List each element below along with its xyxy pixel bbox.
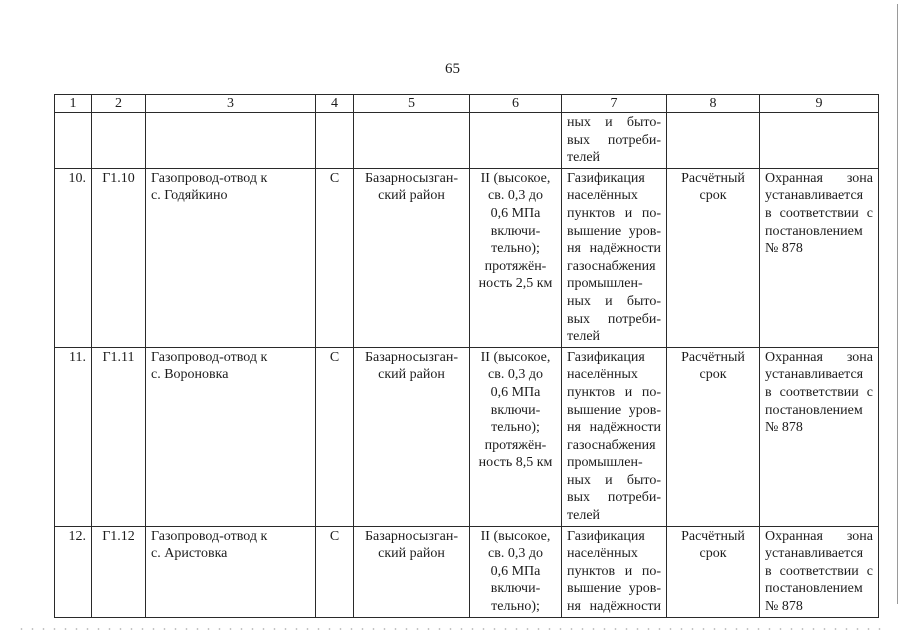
cell-district	[354, 113, 470, 169]
table-row	[55, 347, 879, 526]
cell-district	[354, 168, 470, 347]
text-line: тельно);	[491, 599, 540, 615]
text-line: вых потреби-	[567, 311, 661, 327]
text-line: Газификация	[567, 528, 645, 544]
text-line: газоснабжения	[567, 258, 656, 274]
cell-district	[354, 347, 470, 526]
infrastructure-table	[54, 94, 879, 618]
text-line: Охранная зона	[765, 528, 873, 544]
text-line: постановлением	[765, 223, 863, 239]
text-line: телей	[567, 329, 601, 345]
column-number-row	[55, 95, 879, 113]
text-line: ский район	[378, 546, 445, 562]
text-line: № 878	[765, 599, 803, 615]
text-line: вышение уров-	[567, 402, 661, 418]
text-line: протяжён-	[484, 437, 547, 453]
text-line: ня надёжности	[567, 241, 661, 257]
column-number: 1	[55, 95, 92, 113]
text-line: промышлен-	[567, 276, 643, 292]
cell-purpose	[562, 347, 667, 526]
text-line: протяжён-	[484, 258, 547, 274]
cell-params	[470, 526, 562, 617]
cell-params	[470, 347, 562, 526]
text-line: Газопровод-отвод к	[151, 349, 268, 365]
table-row	[55, 168, 879, 347]
cell-name	[146, 113, 316, 169]
text-line: ных и быто-	[567, 115, 661, 130]
text-line: Газопровод-отвод к	[151, 170, 268, 186]
cell-purpose	[562, 168, 667, 347]
text-line: Газопровод-отвод к	[151, 528, 268, 544]
column-number: 9	[760, 95, 879, 113]
text-line: постановлением	[765, 402, 863, 418]
cell-code: Г1.12	[92, 526, 146, 617]
text-line: тельно);	[491, 420, 540, 436]
text-line: в соответствии с	[765, 205, 873, 221]
page-number: 65	[445, 61, 460, 77]
scan-noise-line	[16, 628, 888, 630]
cell-name	[146, 526, 316, 617]
text-line: св. 0,3 до	[488, 188, 543, 204]
cell-term: Расчётный срок	[667, 347, 760, 526]
text-line: с. Аристовка	[151, 546, 228, 562]
text-line: ский район	[378, 188, 445, 204]
cell-num	[55, 113, 92, 169]
cell-purpose	[562, 526, 667, 617]
cell-category: С	[316, 168, 354, 347]
text-line: устанавливается	[765, 546, 864, 562]
cell-zone	[760, 347, 879, 526]
text-line: в соответствии с	[765, 384, 873, 400]
cell-num: 11.	[55, 347, 92, 526]
table-row	[55, 526, 879, 617]
cell-category: С	[316, 526, 354, 617]
text-line: ных и быто-	[567, 472, 661, 488]
text-line: Охранная зона	[765, 349, 873, 365]
cell-name	[146, 347, 316, 526]
page-edge	[897, 4, 898, 604]
cell-term: Расчётный срок	[667, 526, 760, 617]
text-line: ня надёжности	[567, 420, 661, 436]
text-line: вых потреби-	[567, 490, 661, 506]
text-line: Базарносызган-	[364, 349, 459, 365]
text-line: Газификация	[567, 170, 645, 186]
text-line: Базарносызган-	[364, 170, 459, 186]
text-line: телей	[567, 508, 601, 524]
continuation-row	[55, 113, 879, 169]
text-line: № 878	[765, 420, 803, 436]
cell-num: 12.	[55, 526, 92, 617]
text-line: населённых	[567, 188, 638, 204]
column-number: 4	[316, 95, 354, 113]
cell-code: Г1.11	[92, 347, 146, 526]
text-line: вых потреби-	[567, 132, 661, 148]
text-line: Газификация	[567, 349, 645, 365]
cell-category	[316, 113, 354, 169]
text-line: ня надёжности	[567, 599, 661, 615]
text-line: телей	[567, 150, 601, 166]
cell-num: 10.	[55, 168, 92, 347]
text-line: в соответствии с	[765, 563, 873, 579]
text-line: ский район	[378, 367, 445, 383]
cell-code	[92, 113, 146, 169]
cell-params	[470, 113, 562, 169]
text-line: вышение уров-	[567, 223, 661, 239]
cell-params	[470, 168, 562, 347]
text-line: населённых	[567, 546, 638, 562]
text-line: постановлением	[765, 581, 863, 597]
column-number: 3	[146, 95, 316, 113]
text-line: св. 0,3 до	[488, 546, 543, 562]
text-line: устанавливается	[765, 188, 864, 204]
text-line: газоснабжения	[567, 437, 656, 453]
column-number: 7	[562, 95, 667, 113]
cell-code: Г1.10	[92, 168, 146, 347]
text-line: 0,6 МПа	[490, 563, 541, 579]
cell-purpose	[562, 113, 667, 169]
text-line: ность 8,5 км	[478, 455, 553, 471]
column-number: 2	[92, 95, 146, 113]
text-line: с. Годяйкино	[151, 188, 228, 204]
text-line: Базарносызган-	[364, 528, 459, 544]
text-line: пунктов и по-	[567, 205, 661, 221]
text-line: устанавливается	[765, 367, 864, 383]
cell-term	[667, 113, 760, 169]
text-line: II (высокое,	[480, 528, 551, 544]
cell-term: Расчётный срок	[667, 168, 760, 347]
text-line: ных и быто-	[567, 293, 661, 309]
text-line: Охранная зона	[765, 170, 873, 186]
cell-zone	[760, 526, 879, 617]
cell-zone	[760, 113, 879, 169]
text-line: тельно);	[491, 241, 540, 257]
text-line: с. Вороновка	[151, 367, 229, 383]
text-line: включи-	[490, 402, 541, 418]
cell-category: С	[316, 347, 354, 526]
text-line: пунктов и по-	[567, 384, 661, 400]
text-line: 0,6 МПа	[490, 384, 541, 400]
column-number: 6	[470, 95, 562, 113]
text-line: № 878	[765, 241, 803, 257]
column-number: 8	[667, 95, 760, 113]
text-line: включи-	[490, 581, 541, 597]
text-line: вышение уров-	[567, 581, 661, 597]
text-line: 0,6 МПа	[490, 205, 541, 221]
text-line: II (высокое,	[480, 349, 551, 365]
cell-zone	[760, 168, 879, 347]
text-line: включи-	[490, 223, 541, 239]
cell-name	[146, 168, 316, 347]
text-line: ность 2,5 км	[478, 276, 553, 292]
cell-district	[354, 526, 470, 617]
text-line: промышлен-	[567, 455, 643, 471]
text-line: населённых	[567, 367, 638, 383]
column-number: 5	[354, 95, 470, 113]
text-line: II (высокое,	[480, 170, 551, 186]
text-line: св. 0,3 до	[488, 367, 543, 383]
text-line: пунктов и по-	[567, 563, 661, 579]
